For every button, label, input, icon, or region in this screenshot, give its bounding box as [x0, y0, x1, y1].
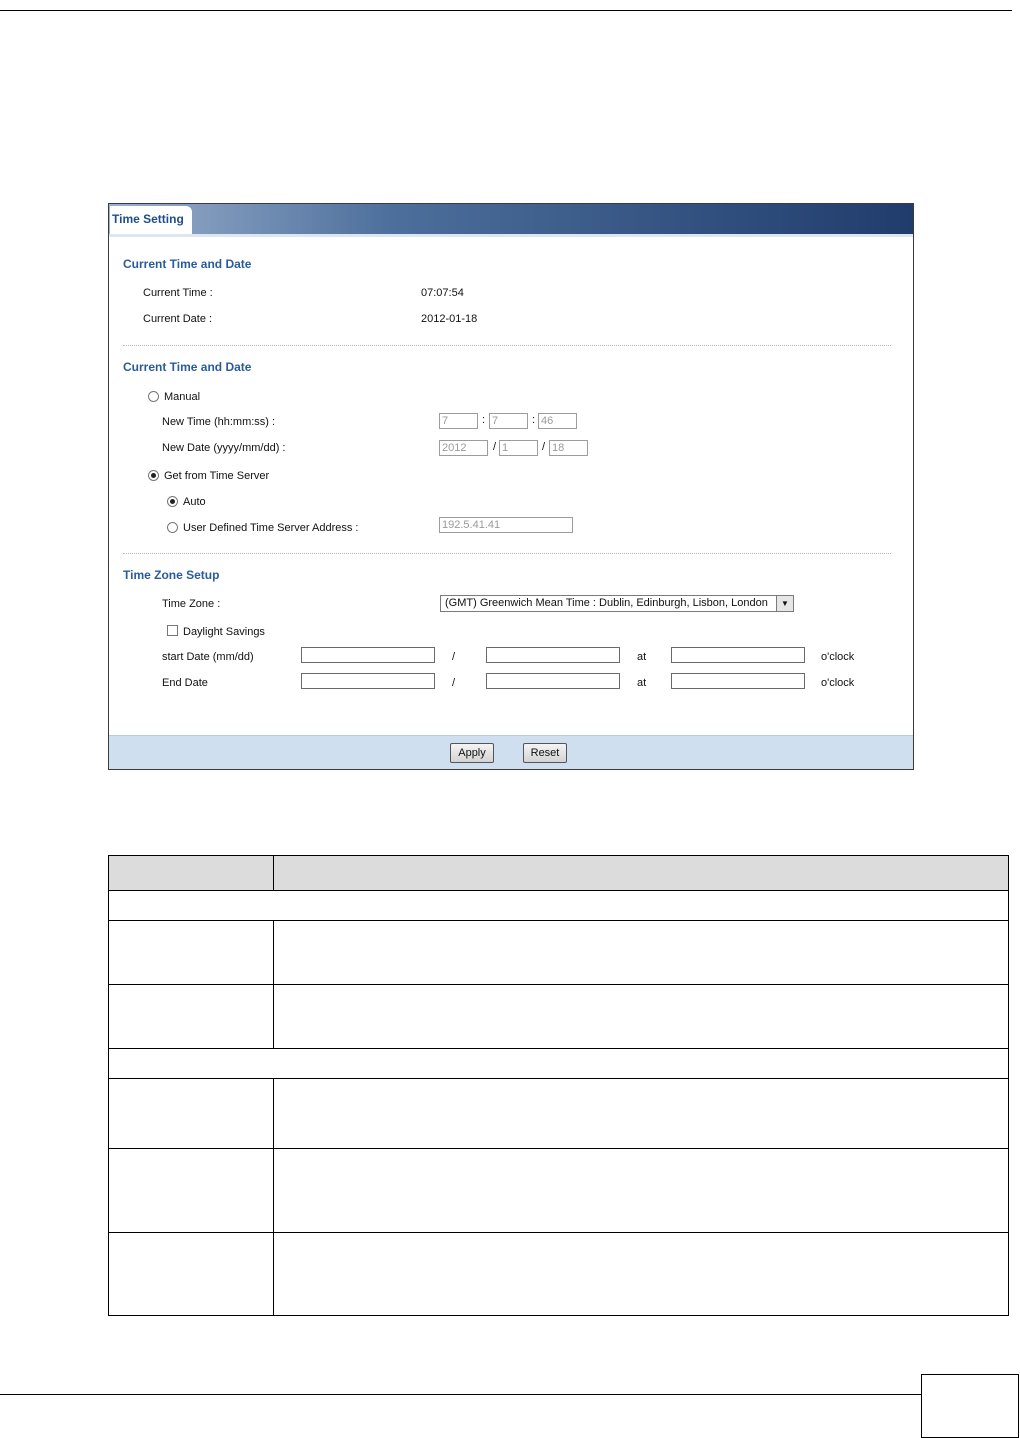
new-time-minute-input[interactable]: 7	[489, 413, 528, 429]
table-header-row	[109, 856, 1008, 891]
user-defined-label: User Defined Time Server Address :	[183, 522, 359, 534]
time-zone-value: (GMT) Greenwich Mean Time : Dublin, Edinburgh, Lisbon, London	[445, 597, 768, 609]
date-slash: /	[452, 677, 456, 689]
section-title-time-zone: Time Zone Setup	[123, 568, 220, 582]
table-row	[109, 1233, 1008, 1315]
date-slash: /	[452, 651, 456, 663]
panel-header	[109, 204, 913, 234]
page-number-box	[921, 1374, 1019, 1438]
new-date-label: New Date (yyyy/mm/dd) :	[162, 442, 286, 454]
section-divider	[123, 553, 891, 554]
end-date-label: End Date	[162, 677, 208, 689]
manual-label: Manual	[164, 391, 201, 403]
current-date-value: 2012-01-18	[421, 313, 478, 325]
panel-footer	[109, 735, 913, 769]
time-separator: :	[532, 414, 536, 426]
oclock-label: o'clock	[821, 677, 855, 689]
current-date-label: Current Date :	[143, 313, 213, 325]
time-zone-label: Time Zone :	[162, 598, 221, 610]
table-row	[109, 985, 1008, 1049]
table-row	[109, 1079, 1008, 1149]
oclock-label: o'clock	[821, 651, 855, 663]
end-day-input[interactable]	[486, 673, 620, 689]
new-time-label: New Time (hh:mm:ss) :	[162, 416, 276, 428]
section-title-current-time: Current Time and Date	[123, 257, 252, 271]
top-rule	[0, 10, 1012, 11]
auto-radio[interactable]	[167, 496, 178, 507]
time-server-label: Get from Time Server	[164, 470, 270, 482]
current-time-label: Current Time :	[143, 287, 213, 299]
panel-header-strip	[109, 234, 913, 237]
new-date-year-input[interactable]: 2012	[439, 440, 488, 456]
date-separator: /	[493, 441, 497, 453]
section-divider	[123, 345, 891, 346]
time-server-radio[interactable]	[148, 470, 159, 481]
current-time-value: 07:07:54	[421, 287, 464, 299]
start-hour-input[interactable]	[671, 647, 805, 663]
time-zone-select[interactable]	[440, 595, 794, 612]
start-month-input[interactable]	[301, 647, 435, 663]
server-address-input[interactable]: 192.5.41.41	[439, 517, 573, 533]
start-date-label: start Date (mm/dd)	[162, 651, 254, 663]
user-defined-radio[interactable]	[167, 522, 178, 533]
field-description-table	[108, 855, 1009, 1316]
new-date-month-input[interactable]: 1	[499, 440, 538, 456]
tab-time-setting[interactable]: Time Setting	[110, 206, 192, 234]
end-month-input[interactable]	[301, 673, 435, 689]
new-time-hour-input[interactable]: 7	[439, 413, 478, 429]
reset-button[interactable]: Reset	[523, 743, 567, 763]
daylight-savings-checkbox[interactable]	[167, 625, 178, 636]
table-row	[109, 921, 1008, 985]
at-label: at	[637, 677, 647, 689]
manual-radio[interactable]	[148, 391, 159, 402]
bottom-rule	[0, 1394, 921, 1395]
start-day-input[interactable]	[486, 647, 620, 663]
column-divider	[273, 856, 274, 891]
apply-button[interactable]: Apply	[450, 743, 494, 763]
column-divider	[273, 921, 274, 1049]
chevron-down-icon[interactable]: ▼	[776, 596, 793, 611]
table-section-row	[109, 1049, 1008, 1079]
time-separator: :	[482, 414, 486, 426]
date-separator: /	[542, 441, 546, 453]
column-divider	[273, 1079, 274, 1315]
auto-label: Auto	[183, 496, 206, 508]
section-title-time-setting: Current Time and Date	[123, 360, 252, 374]
at-label: at	[637, 651, 647, 663]
end-hour-input[interactable]	[671, 673, 805, 689]
time-setting-panel	[108, 203, 914, 770]
new-date-day-input[interactable]: 18	[549, 440, 588, 456]
daylight-savings-label: Daylight Savings	[183, 626, 265, 638]
new-time-second-input[interactable]: 46	[538, 413, 577, 429]
table-section-row	[109, 891, 1008, 921]
table-row	[109, 1149, 1008, 1233]
